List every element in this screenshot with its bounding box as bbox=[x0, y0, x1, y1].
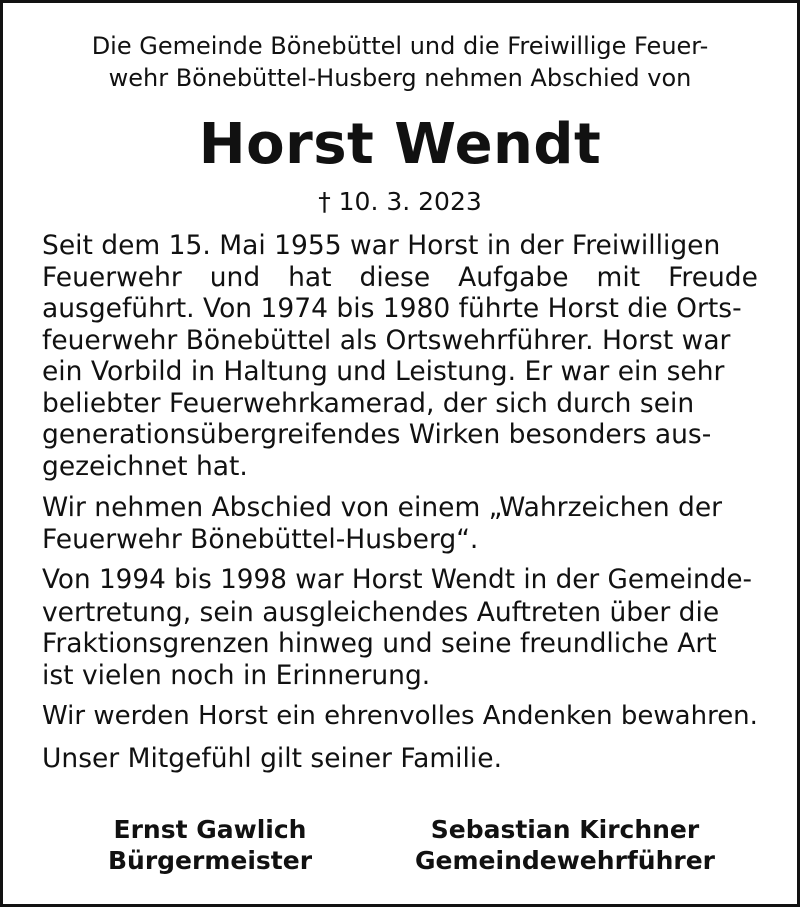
text-line: gezeichnet hat. bbox=[42, 450, 248, 482]
text-line: Fraktionsgrenzen hinweg und seine freundliche Art bbox=[42, 628, 717, 659]
text-line: feuerwehr Bönebüttel als Ortswehrführer. Horst war bbox=[42, 324, 731, 356]
intro-text bbox=[30, 30, 770, 94]
text-line: Feuerwehr Bönebüttel-Husberg“. bbox=[42, 523, 479, 555]
text-line: generationsübergreifendes Wirken besonders aus- bbox=[42, 419, 712, 450]
word: Aufgabe bbox=[458, 261, 569, 293]
paragraph bbox=[42, 492, 758, 555]
paragraph bbox=[42, 230, 758, 482]
word: Freude bbox=[668, 261, 758, 293]
paragraph bbox=[42, 565, 758, 691]
word: mit bbox=[596, 261, 641, 293]
deceased-name: Horst Wendt bbox=[198, 112, 602, 177]
text-line: Unser Mitgefühl gilt seiner Familie. bbox=[42, 742, 502, 774]
text-line: ein Vorbild in Haltung und Leistung. Er war ein sehr bbox=[42, 356, 725, 387]
intro-line: Die Gemeinde Bönebüttel und die Freiwillige Feuer- bbox=[91, 32, 709, 60]
text-line: Wir werden Horst ein ehrenvolles Andenken bewahren. bbox=[42, 701, 758, 731]
text-line: Wir nehmen Abschied von einem „Wahrzeichen der bbox=[42, 492, 723, 523]
text-line: vertretung, sein ausgleichendes Auftreten über die bbox=[42, 596, 720, 628]
paragraph bbox=[42, 701, 758, 733]
signatory-title: Bürgermeister bbox=[107, 846, 313, 875]
word: diese bbox=[359, 261, 431, 293]
text-line: ausgeführt. Von 1974 bis 1980 führte Horst die Orts- bbox=[42, 293, 742, 324]
signatory-title: Gemeindewehrführer bbox=[415, 846, 715, 875]
intro-line: wehr Bönebüttel-Husberg nehmen Abschied von bbox=[108, 64, 692, 92]
word: und bbox=[209, 261, 261, 293]
death-date: † 10. 3. 2023 bbox=[318, 187, 482, 216]
signatory-name: Sebastian Kirchner bbox=[430, 815, 700, 844]
text-line bbox=[42, 262, 758, 294]
signature-mayor bbox=[50, 814, 370, 876]
signature-fire-chief bbox=[405, 814, 725, 876]
text-line: ist vielen noch in Erinnerung. bbox=[42, 659, 431, 691]
word: Feuerwehr bbox=[42, 261, 182, 293]
paragraph bbox=[42, 743, 758, 775]
text-line: Von 1994 bis 1998 war Horst Wendt in der Gemeinde- bbox=[42, 565, 752, 595]
signatory-name: Ernst Gawlich bbox=[113, 815, 307, 844]
text-line: Seit dem 15. Mai 1955 war Horst in der Freiwilligen bbox=[42, 230, 721, 261]
word: hat bbox=[288, 261, 332, 293]
obituary-body bbox=[42, 230, 758, 774]
text-line: beliebter Feuerwehrkamerad, der sich durch sein bbox=[42, 387, 695, 419]
